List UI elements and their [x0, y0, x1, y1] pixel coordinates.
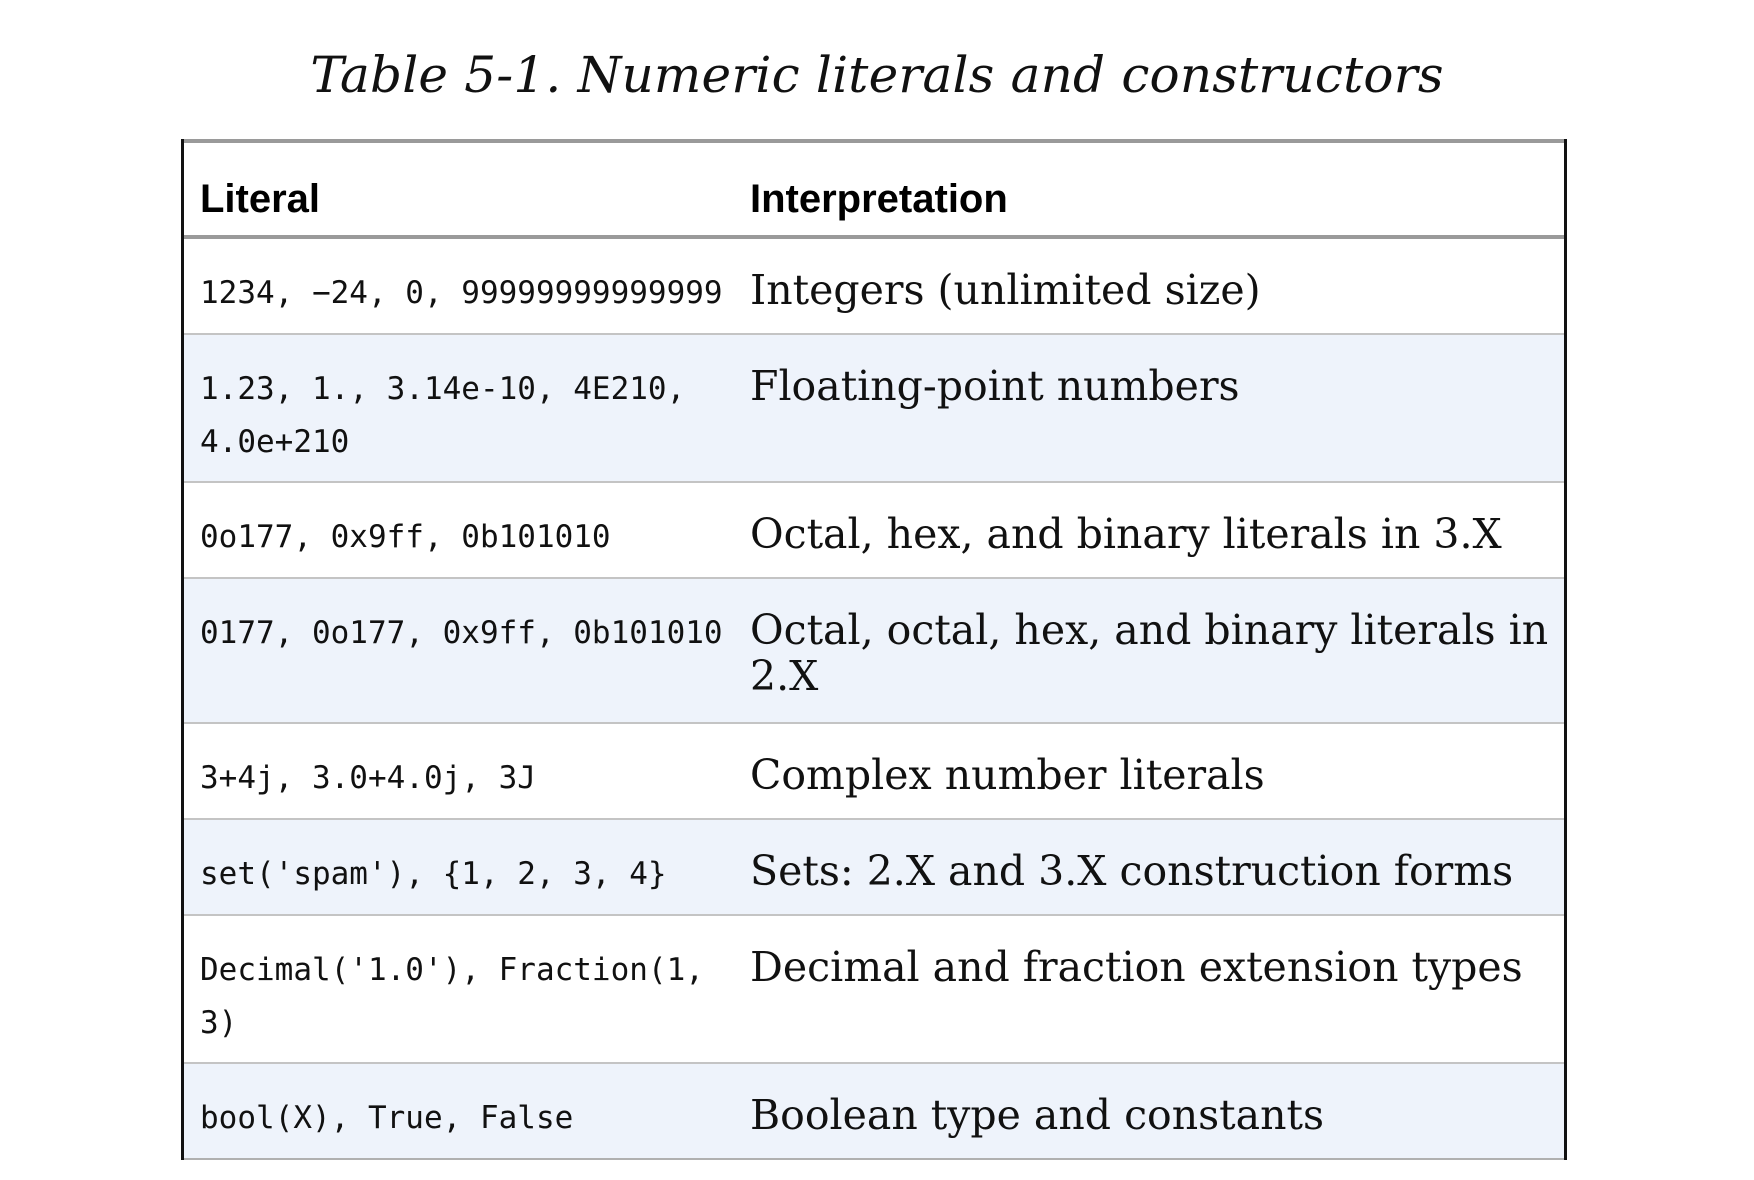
interpretation-cell: Complex number literals [750, 751, 1265, 799]
interpretation-cell: Floating-point numbers [750, 362, 1240, 410]
table-row [184, 579, 1564, 724]
numeric-literals-table [181, 139, 1567, 1160]
literal-cell: 0177, 0o177, 0x9ff, 0b101010 [200, 615, 723, 651]
interpretation-cell: Octal, octal, hex, and binary literals in 2.X [750, 606, 1549, 700]
table-row [184, 483, 1564, 579]
header-interpretation: Interpretation [750, 177, 1008, 221]
literal-cell: bool(X), True, False [200, 1100, 574, 1136]
literal-cell: set('spam'), {1, 2, 3, 4} [200, 856, 667, 892]
table-row [184, 916, 1564, 1064]
table-row [184, 820, 1564, 916]
table-row [184, 1064, 1564, 1160]
interpretation-cell: Boolean type and constants [750, 1091, 1324, 1139]
interpretation-cell: Decimal and fraction extension types [750, 943, 1523, 991]
table-row [184, 724, 1564, 820]
literal-cell: 0o177, 0x9ff, 0b101010 [200, 519, 611, 555]
table-row [184, 239, 1564, 335]
interpretation-cell: Sets: 2.X and 3.X construction forms [750, 847, 1514, 895]
interpretation-cell: Octal, hex, and binary literals in 3.X [750, 510, 1502, 558]
header-literal: Literal [200, 177, 321, 221]
literal-cell: 1.23, 1., 3.14e-10, 4E210, 4.0e+210 [200, 371, 686, 460]
literal-cell: 1234, −24, 0, 99999999999999 [200, 275, 723, 311]
table-header-row [184, 143, 1564, 239]
table-row [184, 335, 1564, 483]
literal-cell: Decimal('1.0'), Fraction(1, 3) [200, 952, 704, 1041]
table-caption: Table 5-1. Numeric literals and constructors [310, 46, 1444, 104]
interpretation-cell: Integers (unlimited size) [750, 266, 1261, 314]
literal-cell: 3+4j, 3.0+4.0j, 3J [200, 760, 536, 796]
